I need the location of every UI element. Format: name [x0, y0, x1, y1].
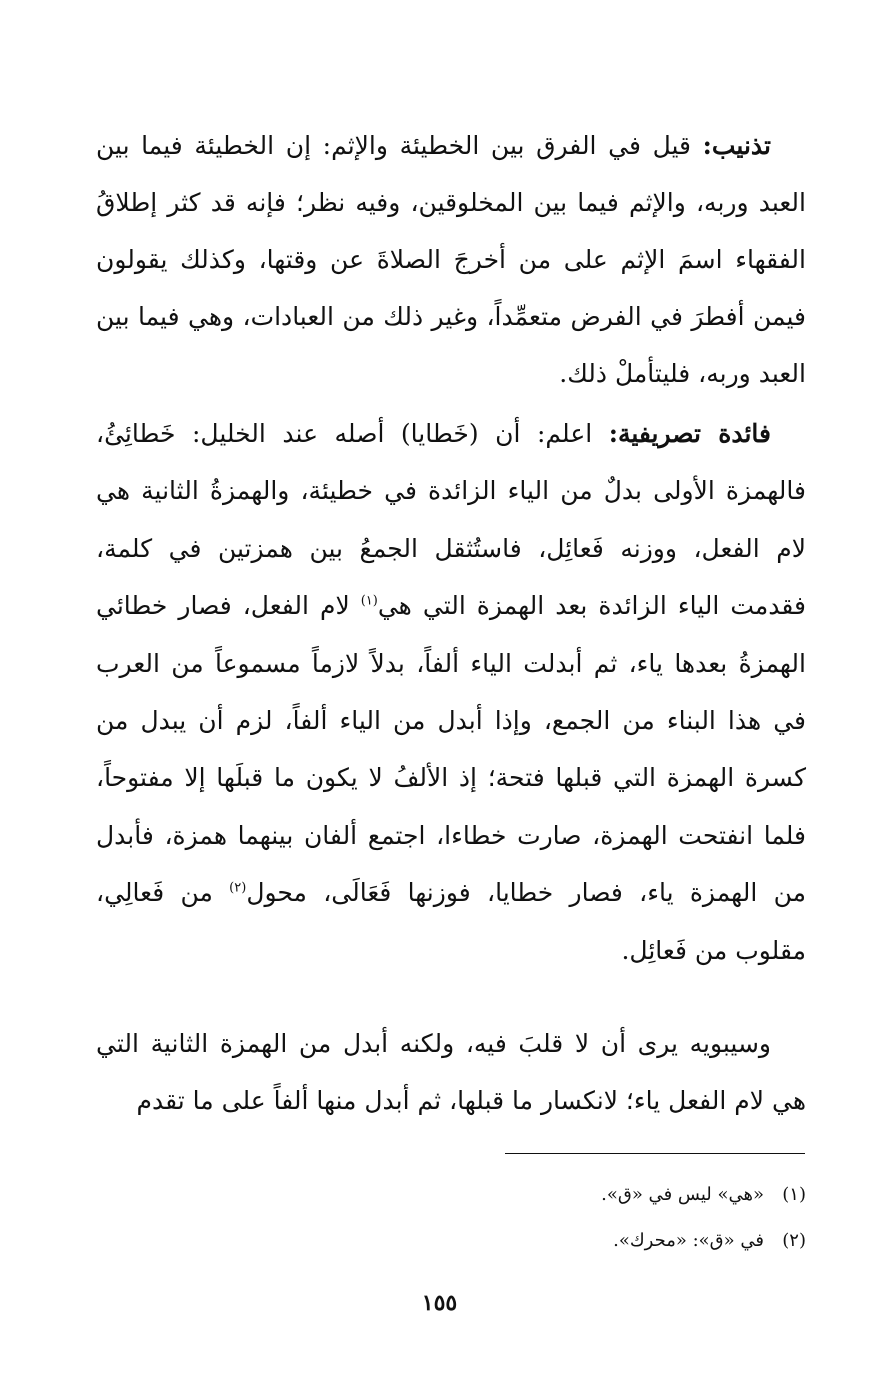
footnote-separator	[505, 1153, 805, 1154]
footnote-number: (١)	[782, 1184, 806, 1205]
footnote-text: «هي» ليس في «ق».	[601, 1184, 764, 1205]
footnote-number: (٢)	[782, 1230, 806, 1251]
paragraph-text: لام الفعل، فصار خطائي الهمزةُ بعدها ياء، ثم أبدلت الياء ألفاً، بدلاً لازماً مسموعاً من العرب في هذا البناء من الجمع، وإذا أبدل من الياء ألفاً، لزم أن يبدل من كسرة الهمزة التي قبلها فتحة؛ إذ الألفُ لا يكون ما قبلَها إلا مفتوحاً، فلما انفتحت الهمزة، صارت خطاءا، اجتمع ألفان بينهما همزة، فأبدل من الهمزة ياء، فصار خطايا، فوزنها فَعَالَى، محول	[96, 591, 806, 908]
footnote-1	[300, 1172, 806, 1218]
paragraph-sibawayh	[96, 1015, 806, 1129]
paragraph-text: وسيبويه يرى أن لا قلبَ فيه، ولكنه أبدل من الهمزة الثانية التي هي لام الفعل ياء؛ لانكسار ما قبلها، ثم أبدل منها ألفاً على ما تقدم	[96, 1029, 806, 1115]
paragraph-tadhnib	[96, 117, 806, 402]
paragraph-text: قيل في الفرق بين الخطيئة والإثم: إن الخطيئة فيما بين العبد وربه، والإثم فيما بين المخلوقين، وفيه نظر؛ فإنه قد كثر إطلاقُ الفقهاء اسمَ الإثم على من أخرجَ الصلاةَ عن وقتها، وكذلك يقولون فيمن أفطرَ في الفرض متعمِّداً، وغير ذلك من العبادات، وهي فيما بين العبد وربه، فليتأملْ ذلك.	[96, 131, 806, 388]
footnote-ref-2[interactable]: (٢)	[229, 880, 247, 896]
paragraph-text: من فَعالِي، مقلوب من فَعائِل.	[96, 878, 806, 965]
footnotes	[300, 1172, 806, 1264]
footnote-2	[300, 1218, 806, 1264]
paragraph-text: اعلم: أن (خَطايا) أصله عند الخليل: خَطائِئُ، فالهمزة الأولى بدلٌ من الياء الزائدة في خطيئة، والهمزةُ الثانية هي لام الفعل، ووزنه فَعائِل، فاستُثقل الجمعُ بين همزتين في كلمة، فقدمت الياء الزائدة بعد الهمزة التي هي	[96, 419, 806, 621]
paragraph-faida-tasrifiyya	[96, 405, 806, 979]
footnote-ref-1[interactable]: (١)	[360, 593, 378, 609]
footnote-text: في «ق»: «محرك».	[613, 1230, 764, 1251]
paragraph-lead: تذنيب:	[702, 131, 771, 160]
paragraph-lead: فائدة تصريفية:	[608, 419, 771, 448]
page-number: ١٥٥	[421, 1290, 458, 1316]
